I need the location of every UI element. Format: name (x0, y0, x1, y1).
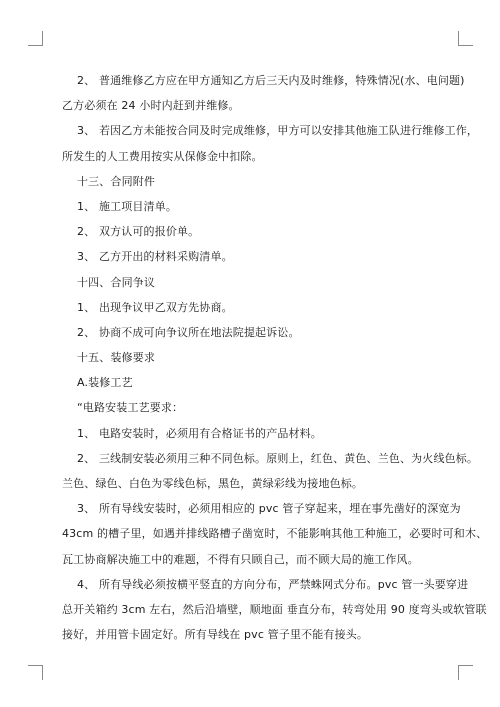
text-line: 43cm 的槽子里，如遇并排线路槽子凿宽时，不能影响其他工种施工，必要时可和木、 (62, 527, 488, 541)
crop-mark-top-left (28, 31, 43, 46)
text-line: 1、 电路安装时，必须用有合格证书的产品材料。 (77, 426, 322, 440)
document-body (62, 68, 488, 647)
text-line: 十五、装修要求 (77, 351, 156, 365)
text-line: 十四、合同争议 (77, 275, 156, 289)
text-line: 1、 施工项目清单。 (77, 199, 177, 213)
text-line: 十三、合同附件 (77, 174, 156, 188)
text-line: 乙方必须在 24 小时内赶到并维修。 (62, 99, 240, 113)
text-line: 1、 出现争议甲乙双方先协商。 (77, 300, 233, 314)
text-line: 2、 普通维修乙方应在甲方通知乙方后三天内及时维修，特殊情况(水、电问题) (77, 74, 465, 87)
text-line: 2、 协商不成可向争议所在地法院提起诉讼。 (77, 325, 300, 339)
text-line: 总开关箱约 3cm 左右，然后沿墙壁，顺地面 垂直分布，转弯处用 90 度弯头或软管联 (62, 602, 487, 616)
text-line: 所发生的人工费用按实从保修金中扣除。 (62, 149, 263, 163)
text-line: 瓦工协商解决施工中的难题，不得有只顾自己，而不顾大局的施工作风。 (62, 552, 419, 566)
text-line: 兰色、绿色、白色为零线色标，黑色，黄绿彩线为接地色标。 (62, 477, 364, 490)
crop-mark-bottom-right (458, 665, 473, 680)
text-line: 3、 乙方开出的材料采购清单。 (77, 250, 233, 264)
text-line: 3、 所有导线安装时，必须用相应的 pvc 管子穿起来，埋在事先凿好的深宽为 (77, 502, 461, 516)
text-line: 接好，并用管卡固定好。所有导线在 pvc 管子里不能有接头。 (62, 628, 369, 642)
text-line: 3、 若因乙方未能按合同及时完成维修，甲方可以安排其他施工队进行维修工作， (77, 124, 479, 138)
text-line: “电路安装工艺要求： (77, 401, 184, 415)
crop-mark-bottom-left (28, 665, 43, 680)
text-line: 2、 双方认可的报价单。 (77, 225, 200, 239)
text-line: 4、 所有导线必须按横平竖直的方向分布，严禁蛛网式分布。pvc 管一头要穿进 (77, 577, 469, 591)
text-line: 2、 三线制安装必须用三种不同色标。原则上，红色、黄色、兰色、为火线色标。 (77, 451, 479, 465)
crop-mark-top-right (458, 31, 473, 46)
text-line: A.装修工艺 (77, 376, 133, 390)
